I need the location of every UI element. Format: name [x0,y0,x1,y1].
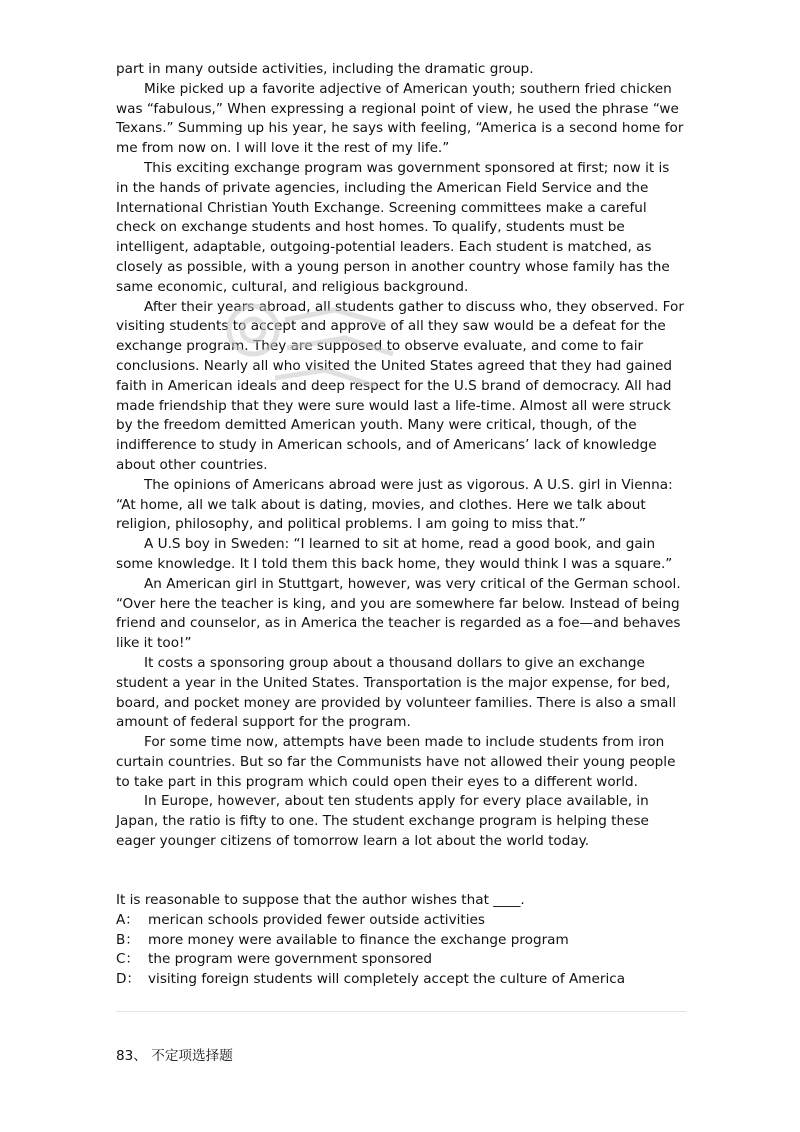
option-a-label: A： [116,911,139,928]
option-a[interactable] [116,911,686,931]
question-type: 不定项选择题 [151,1048,233,1064]
option-b-label: B： [116,931,139,948]
question-block [116,891,686,990]
passage-paragraph-6: A U.S boy in Sweden: “I learned to sit at home, read a good book, and gain some knowledge. It I told them this back home, they would think I was a square.” [116,536,673,572]
passage-paragraph-8: It costs a sponsoring group about a thousand dollars to give an exchange student a year in the United States. Transportation is the major expense, for bed, board, and pocket money are provided by volunteer families. There is also a small amount of federal support for the program. [116,654,677,731]
passage-paragraph-10: In Europe, however, about ten students apply for every place available, in Japan, the ratio is fifty to one. The student exchange program is helping these eager younger citizens of tomorrow learn a lot about the world today. [116,793,649,850]
option-c[interactable] [116,950,686,970]
next-question-header [116,1047,233,1067]
passage-paragraph-3: This exciting exchange program was government sponsored at first; now it is in the hands of private agencies, including the American Field Service and the International Christian Youth Exchange. Screening committees make a careful check on exchange students and host homes. To qualify, students must be intelligent, adaptable, outgoing-potential leaders. Each student is matched, as closely as possible, with a young person in another country whose family has the same economic, cultural, and religious background. [116,159,670,295]
option-d[interactable] [116,970,686,990]
passage-paragraph-1: part in many outside activities, including the dramatic group. [116,61,534,77]
option-d-label: D： [116,971,141,988]
passage-paragraph-2: Mike picked up a favorite adjective of American youth; southern fried chicken was “fabulous,” When expressing a regional point of view, he used the phrase “we Texans.” Summing up his year, he says with feeling, “America is a second home for me from now on. I will love it the rest of my life.” [116,80,684,157]
passage-paragraph-9: For some time now, attempts have been made to include students from iron curtain countries. But so far the Communists have not allowed their young people to take part in this program which could open their eyes to a different world. [116,734,676,790]
question-stem: It is reasonable to suppose that the author wishes that ____. [116,892,525,908]
passage-paragraph-7: An American girl in Stuttgart, however, was very critical of the German school. “Over here the teacher is king, and you are somewhere far below. Instead of being friend and counselor, as in America the teacher is regarded as a foe—and behaves like it too!” [116,575,681,652]
passage-paragraph-5: The opinions of Americans abroad were just as vigorous. A U.S. girl in Vienna: “At home, all we talk about is dating, movies, and clothes. Here we talk about religion, philosophy, and political problems. I am going to miss that.” [116,476,673,533]
passage [116,60,686,852]
option-b[interactable] [116,931,686,951]
option-a-text: merican schools provided fewer outside activities [148,911,485,928]
passage-paragraph-4: After their years abroad, all students gather to discuss who, they observed. For visiting students to accept and approve of all they saw would be a defeat for the exchange program. They are supposed to observe evaluate, and come to fair conclusions. Nearly all who visited the United States agreed that they had gained faith in American ideals and deep respect for the U.S brand of democracy. All had made friendship that they were sure would last a life-time. Almost all were struck by the freedom demitted American youth. Many were critical, though, of the indifference to study in American schools, and of Americans’ lack of knowledge about other countries. [116,298,684,473]
option-c-text: the program were government sponsored [148,951,432,968]
option-c-label: C： [116,951,140,968]
option-d-text: visiting foreign students will completely accept the culture of America [148,971,626,988]
question-number: 83、 [116,1048,147,1064]
option-b-text: more money were available to finance the exchange program [148,931,569,948]
divider [116,1011,686,1012]
